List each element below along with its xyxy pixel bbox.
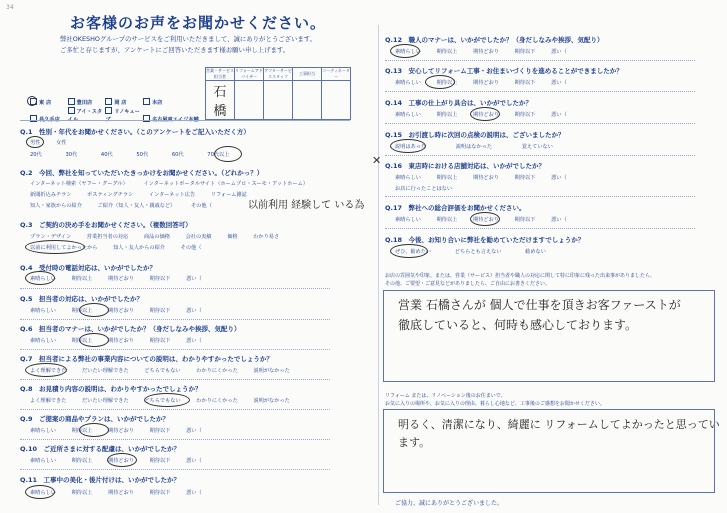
selection-mark (25, 271, 55, 285)
option[interactable]: 商品の価格 (143, 234, 170, 240)
divider (385, 60, 695, 61)
staff-name: 石 橋 (213, 85, 227, 119)
staff-empty-cell (264, 81, 293, 120)
option[interactable]: どちらでもない (144, 398, 181, 404)
page-mark: 34 (6, 4, 14, 11)
option[interactable]: 営業担当者の対応 (86, 234, 129, 240)
q11-options (30, 489, 216, 496)
option[interactable]: 期待以上 (436, 175, 458, 181)
option[interactable]: 期待以下 (149, 276, 171, 282)
option[interactable]: 素晴らしい (395, 217, 421, 223)
q12-label: Q.12 職人のマナーは、いかがでしたか？（身だしなみや挨拶、気配り） (385, 36, 604, 44)
option[interactable]: 期待どおり (108, 276, 134, 282)
option[interactable]: 悪い（ (186, 276, 202, 282)
comment1-handwriting-line1: 営業 石橋さんが 個人で仕事を頂きお客ファーストが (398, 298, 681, 312)
option[interactable]: 40代 (100, 152, 113, 158)
option[interactable]: わかり易さ (253, 234, 280, 240)
option[interactable]: 期待以下 (149, 338, 171, 344)
selection-mark (470, 212, 500, 226)
q2-handwritten-other: 以前利用 経験して いる為 (248, 200, 365, 211)
survey-intro (60, 34, 316, 56)
option[interactable]: 期待以下 (149, 308, 171, 314)
option[interactable]: 新聞折込みチラシ (30, 192, 72, 198)
option[interactable]: 説明はなかった (455, 144, 493, 150)
option[interactable]: 60代 (171, 152, 184, 158)
divider (20, 288, 330, 289)
option[interactable]: ぜひ、勧めたい (395, 249, 432, 255)
store-option[interactable]: リノキューブ (105, 109, 140, 123)
q7-options (30, 367, 304, 374)
selection-mark (79, 303, 109, 317)
comment1-prompt-line2: その他、ご要望・ご意見などがありましたら、ご自由にお書きください。 (385, 281, 551, 287)
option[interactable]: ポスティングチラシ (87, 192, 134, 198)
store-option[interactable]: 本店 (143, 98, 179, 107)
staff-empty-cell (293, 81, 322, 120)
divider (385, 123, 695, 124)
option[interactable]: 期待以下 (149, 490, 171, 496)
option[interactable]: 悪い（ (551, 80, 567, 86)
option[interactable]: 知人・家族からの紹介 (30, 203, 82, 209)
q4-options (30, 275, 216, 282)
q9-options (30, 427, 216, 434)
selection-mark (79, 423, 109, 437)
option[interactable]: 期待以上 (436, 112, 458, 118)
q1-ages (30, 151, 243, 158)
option[interactable]: 勧めない (525, 249, 546, 255)
staff-header-sales: 営業・サービス担当者 (206, 68, 234, 79)
option[interactable]: 20代 (30, 152, 42, 158)
thank-you-footer: ご協力、誠にありがとうございました。 (395, 500, 504, 507)
divider (20, 409, 330, 410)
staff-empty-cell (322, 81, 351, 120)
divider (20, 469, 330, 470)
comment2-handwriting-line1: 明るく、清潔になり、綺麗に リフォームしてよかったと思ってい (398, 418, 720, 431)
q12-options (395, 48, 581, 55)
option[interactable]: 覚えていない (521, 144, 553, 150)
q2-label: Q.2 今回、弊社を知っていただいたきっかけをお聞かせください。（どれかっ？） (20, 169, 264, 177)
divider (20, 379, 330, 380)
option[interactable]: 悪い（ (186, 458, 202, 464)
q8-label: Q.8 お見積り内容の説明は、わかりやすかったでしょうか？ (20, 385, 202, 393)
option[interactable]: 期待どおり (473, 80, 499, 86)
q4-label: Q.4 受付時の電話対応は、いかがでしたか？ (20, 264, 157, 272)
option[interactable]: 悪い（ (186, 428, 202, 434)
option[interactable]: 悪い（ (186, 338, 202, 344)
q2-options-1 (30, 180, 322, 187)
option[interactable]: 期待以下 (514, 112, 536, 118)
option[interactable]: 素晴らしい (30, 428, 56, 434)
selection-mark (26, 136, 44, 148)
staff-table (205, 67, 351, 120)
q5-label: Q.5 担当者の対応は、いかがでしたか？ (20, 295, 144, 303)
selection-mark (390, 44, 420, 58)
q15-label: Q.15 お引渡し時に次回の点検の説明は、ございましたか？ (385, 131, 565, 139)
q7-label: Q.7 担当者による弊社の事業内容についての説明は、わかりやすかったでしょうか？ (20, 355, 273, 363)
store-option[interactable]: 長久手店 (30, 115, 66, 124)
selection-mark (79, 333, 109, 347)
selection-mark (214, 146, 242, 162)
q16-label: Q.16 東店時における店舗対応は、いかがでしたか？ (385, 162, 546, 170)
comment2-handwriting-line2: ます。 (398, 436, 431, 449)
selection-mark (25, 485, 55, 499)
option[interactable]: 素晴らしい (30, 308, 56, 314)
divider (385, 196, 695, 197)
option[interactable]: 期待以下 (149, 428, 171, 434)
option[interactable]: 悪い（ (551, 217, 567, 223)
q1-label: Q.1 性別・年代をお聞かせください。（このアンケートをご記入いただく方） (20, 128, 250, 136)
store-option[interactable]: 東 店 (30, 98, 66, 107)
option[interactable]: 価格 (227, 234, 238, 240)
comment2-prompt (385, 392, 605, 408)
option[interactable]: その他（ (180, 245, 202, 251)
q16-options (395, 174, 581, 181)
option[interactable]: だいたい理解できた (81, 368, 129, 374)
divider (20, 439, 330, 440)
q5-options (30, 307, 216, 314)
option[interactable]: 悪い（ (551, 175, 567, 181)
column-divider (378, 25, 379, 505)
option[interactable]: 素晴らしい (395, 80, 421, 86)
q3-label: Q.3 ご契約の決め手をお聞かせください。（複数回答可） (20, 221, 192, 229)
comment2-prompt-line2: お気に入りの場所や、お気に入りの理由、暮らし心地など、工事後のご感想をお聞かせください。 (385, 401, 605, 407)
selection-mark (25, 363, 67, 377)
selection-mark (144, 393, 190, 407)
option[interactable]: 素晴らしい (395, 49, 421, 55)
option[interactable]: 期待どおり (473, 112, 499, 118)
option[interactable]: 期待以下 (514, 49, 536, 55)
q9-label: Q.9 ご提案の商品やプランは、いかがでしたか？ (20, 415, 170, 423)
q2-options-3 (30, 202, 226, 209)
option[interactable]: インターネットポータルサイト（ホームプロ・スーモ・アットホーム） (143, 181, 308, 187)
selection-mark (390, 139, 426, 153)
option[interactable]: 説明はあった (395, 144, 427, 150)
q16-extra-option[interactable]: お店に行ったことはない (395, 186, 453, 192)
comment1-prompt-line1: お店の雰囲気や印象、または、営業（サービス）担当者や職人の対応に関して特に印象に残った出来事がありましたら、 (385, 273, 656, 279)
store-option[interactable]: アイ・スタイル (67, 109, 103, 123)
q14-label: Q.14 工事の仕上がり具合は、いかがでしたか？ (385, 99, 533, 107)
option[interactable]: 期待以下 (514, 80, 536, 86)
option[interactable]: 期待以下 (149, 458, 171, 464)
option[interactable]: だいたい理解できた (81, 398, 129, 404)
option[interactable]: 期待以下 (514, 175, 536, 181)
option[interactable]: 期待どおり (108, 428, 134, 434)
divider (385, 155, 695, 156)
divider (385, 228, 695, 229)
option[interactable]: 期待どおり (108, 338, 134, 344)
q2-options-2 (30, 191, 261, 198)
option[interactable]: 期待どおり (108, 490, 134, 496)
option[interactable]: どちらとも言えない (454, 249, 502, 255)
option[interactable]: 素晴らしい (395, 112, 421, 118)
option[interactable]: インターネット検索（ヤフー・グーグル） (30, 181, 128, 187)
option[interactable]: 説明がなかった (253, 368, 290, 374)
selection-mark (25, 240, 85, 254)
store-option[interactable]: 名古屋東エイジ本舗 (143, 115, 213, 124)
staff-header-advisor: リフォームアドバイザー (235, 68, 263, 79)
q13-options (395, 79, 581, 86)
divider (20, 349, 330, 350)
q17-label: Q.17 弊社への総合評価をお聞かせください。 (385, 204, 526, 212)
q6-label: Q.6 担当者のマナーは、いかがでしたか？（身だしなみや挨拶、気配り） (20, 325, 241, 333)
option[interactable]: 期待以下 (514, 217, 536, 223)
selection-mark (425, 75, 455, 89)
option[interactable]: わかりにくかった (196, 398, 238, 404)
option[interactable]: 期待どおり (108, 308, 134, 314)
option[interactable]: 期待どおり (473, 49, 499, 55)
staff-header-coordinator: コーディネーター (322, 68, 350, 79)
selection-mark (470, 107, 500, 121)
option[interactable]: 知人・友人からの紹介 (113, 245, 165, 251)
option[interactable]: 男性 (30, 140, 41, 146)
option[interactable]: 悪い（ (186, 308, 202, 314)
staff-header-after: アフターサービススタッフ (264, 68, 292, 79)
comment2-prompt-line1: リフォーム または、リノベーション後のお住まいで、 (385, 393, 506, 399)
q18-label: Q.18 今後、お知り合いに弊社を勧めていただけますでしょうか？ (385, 236, 585, 244)
intro-line-1: 弊社OKESHOグループのサービスをご利用いただきまして、誠にありがとうございます。 (60, 35, 317, 43)
cross-mark-icon: ✕ (372, 154, 382, 167)
selection-mark (390, 244, 428, 258)
option[interactable]: 期待どおり (473, 175, 499, 181)
q13-label: Q.13 安心してリフォーム工事・お住まいづくりを進めることができましたか？ (385, 67, 623, 75)
selection-mark (107, 453, 137, 467)
option[interactable]: 素晴らしい (30, 490, 56, 496)
store-option[interactable]: 岡 店 (105, 98, 141, 107)
option[interactable]: 悪い（ (551, 49, 567, 55)
option[interactable]: 30代 (65, 152, 78, 158)
q3-options-1 (30, 233, 293, 240)
option[interactable]: 会社の実績 (185, 234, 212, 240)
option[interactable]: 女性 (56, 140, 67, 146)
option[interactable]: 期待以上 (71, 308, 93, 314)
option[interactable]: 悪い（ (186, 490, 202, 496)
staff-empty-cell (235, 81, 264, 120)
option[interactable]: 素晴らしい (30, 276, 56, 282)
option[interactable]: 以前に利用してよかったから (30, 245, 98, 251)
comment1-handwriting-line2: 徹底していると、何時も感心しております。 (398, 318, 638, 332)
option[interactable]: 期待以上 (71, 458, 93, 464)
option[interactable]: 期待以上 (436, 80, 458, 86)
option[interactable]: 50代 (136, 152, 149, 158)
divider (20, 319, 330, 320)
intro-line-2: ご多忙と存じますが、アンケートにご回答いただきます様お願い申し上げます。 (60, 46, 290, 54)
option[interactable]: 70代以上 (207, 152, 230, 158)
store-option[interactable]: 豊田店 (68, 98, 104, 107)
survey-title: お客様のお声をお聞かせください。 (70, 14, 327, 32)
option[interactable]: 期待以上 (71, 490, 93, 496)
option[interactable]: 素晴らしい (30, 338, 56, 344)
q11-label: Q.11 工事中の美化・後片付けは、いかがでしたか？ (20, 476, 181, 484)
staff-header-construction: 工事担当 (293, 68, 322, 81)
option[interactable]: 期待以上 (71, 276, 93, 282)
option[interactable]: 素晴らしい (395, 175, 421, 181)
option[interactable]: ご紹介（知人・友人・親戚など） (97, 203, 176, 209)
option[interactable]: 期待以上 (436, 49, 458, 55)
option[interactable]: よく理解できた (30, 368, 67, 374)
divider (20, 120, 350, 121)
comment1-prompt (385, 272, 655, 288)
option[interactable]: わかりにくかった (196, 368, 238, 374)
q10-label: Q.10 ご近所さまに対する配慮は、いかがでしたか？ (20, 445, 181, 453)
option[interactable]: プラン・デザイン (30, 234, 72, 240)
option[interactable]: 期待以上 (71, 338, 93, 344)
divider (385, 91, 695, 92)
option[interactable]: 期待以上 (71, 428, 93, 434)
option[interactable]: 期待どおり (473, 217, 499, 223)
option[interactable]: リフォーム雑誌 (210, 192, 247, 198)
option[interactable]: よく理解できた (30, 398, 67, 404)
option[interactable]: どちらでもない (144, 368, 181, 374)
selection-mark (27, 96, 37, 106)
option[interactable]: 説明がなかった (253, 398, 290, 404)
option[interactable]: インターネット広告 (148, 192, 196, 198)
option[interactable]: 期待以上 (436, 217, 458, 223)
option[interactable]: 素晴らしい (30, 458, 56, 464)
option[interactable]: その他（ (191, 203, 212, 209)
option[interactable]: 期待どおり (108, 458, 134, 464)
option[interactable]: 悪い（ (551, 112, 567, 118)
q6-options (30, 337, 216, 344)
